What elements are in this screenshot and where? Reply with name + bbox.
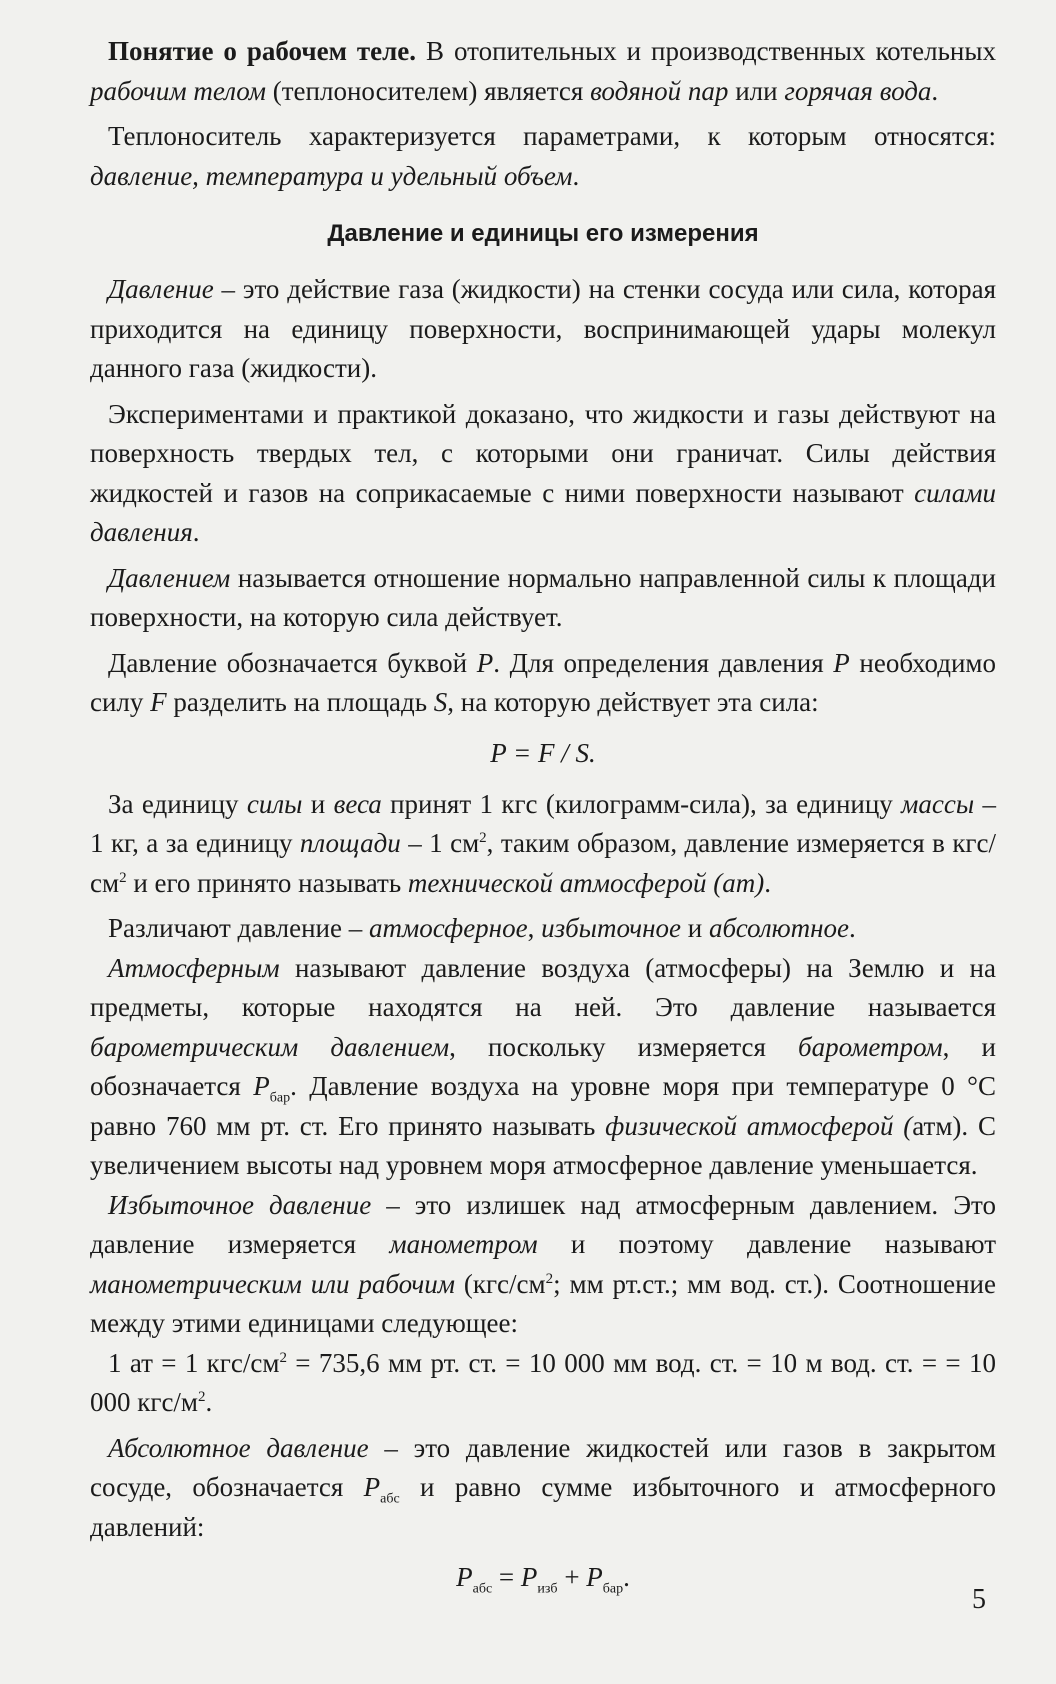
term: горячая вода [784, 75, 932, 106]
formula-absolute-pressure [90, 1555, 996, 1599]
subscript: абс [380, 1491, 400, 1507]
term: манометром [389, 1229, 538, 1259]
text: и его принято называть [126, 867, 408, 898]
term-working-body: Понятие о рабочем теле. [108, 36, 417, 66]
section-heading: Давление и единицы его измерения [327, 220, 759, 247]
symbol: Р [456, 1562, 473, 1592]
paragraph-experiments [90, 395, 996, 553]
text: или [728, 75, 785, 106]
operator: + [557, 1562, 587, 1592]
term: Атмосферным [108, 952, 280, 983]
text: , поскольку измеряется [449, 1031, 799, 1062]
term: абсолютное [708, 913, 850, 943]
symbol: Р [476, 647, 494, 678]
term: технической атмосферой (ат) [407, 867, 765, 898]
term: избыточное [541, 913, 682, 943]
text: ; мм рт.ст.; мм вод. ст.). Соотношение между этими единицами следующее: [90, 1268, 996, 1338]
text: называется отношение нормально направленной силы к площади поверхности, на которую сила действует. [90, 562, 996, 632]
text: атм). С увеличением высоты над уровнем моря атмосферное давление уменьшается. [90, 1110, 996, 1180]
symbol: Р [253, 1071, 270, 1101]
text: . [623, 1562, 630, 1592]
text: разделить на площадь [166, 687, 434, 717]
text: и [681, 913, 709, 943]
operator: = [492, 1562, 521, 1592]
text: . Для определения давления [493, 647, 834, 678]
term: силами давления [90, 477, 996, 547]
term: манометрическим или рабочим [90, 1268, 455, 1299]
subscript: абс [472, 1581, 493, 1597]
paragraph-atmospheric [90, 949, 996, 1186]
paragraph-parameters [90, 117, 996, 196]
symbol: Р [833, 647, 850, 678]
term: Избыточное давление [108, 1189, 372, 1220]
text: . Давление воздуха на уровне моря при температуре 0 °С равно 760 мм рт. ст. Его принято называть [90, 1071, 996, 1141]
text: – 1 см [400, 828, 480, 858]
term: площади [299, 828, 401, 858]
paragraph-unit-relations [90, 1344, 996, 1423]
text: принят 1 кгс (килограмм-сила), за единицу [381, 788, 902, 819]
symbol: Р [363, 1472, 381, 1502]
text: (кгс/см [454, 1268, 546, 1299]
text: 1 ат = 1 кгс/см [108, 1347, 280, 1378]
superscript: 2 [545, 1270, 554, 1287]
text: В отопительных и производственных котельных [416, 36, 996, 66]
superscript: 2 [119, 869, 127, 886]
text: Давление обозначается буквой [108, 647, 477, 678]
term: атмосферное [368, 913, 528, 943]
term: давление, температура и удельный объем [90, 160, 573, 191]
page-number: 5 [972, 1584, 986, 1615]
text: и поэтому давление называют [537, 1229, 996, 1259]
term: Давлением [108, 562, 231, 593]
text: . [849, 913, 856, 943]
term: водяной пар [590, 75, 729, 106]
text: . [192, 517, 200, 547]
term: барометром [798, 1031, 943, 1062]
paragraph-absolute [90, 1429, 996, 1548]
text: Различают давление – [108, 913, 369, 943]
text: Теплоноситель характеризуется параметрами, к которым относятся: [108, 121, 996, 151]
paragraph-units [90, 785, 996, 904]
symbol: S [433, 687, 448, 717]
text: Экспериментами и практикой доказано, что жидкости и газы действуют на поверхность твердых тел, с которыми они граничат. Силы действия жидкостей и газов на соприкасаемые с ними поверхности называют [90, 398, 996, 508]
text: = 735,6 мм рт. ст. = 10 000 мм вод. ст. = 10 м вод. ст. = = 10 000 кгс/м [90, 1347, 996, 1417]
text: – это излишек над атмосферным давлением. Это давление измеряется [90, 1189, 996, 1259]
paragraph-pressure-symbol [90, 644, 996, 723]
text: и [302, 788, 334, 819]
text: . [572, 160, 580, 191]
formula-pressure: P = F / S. [490, 737, 596, 768]
text: называют давление воздуха (атмосферы) на Землю и на предметы, которые находятся на ней. Это давление называется [90, 952, 996, 1022]
paragraph-pressure-types [90, 909, 996, 949]
text: , на которую действует эта сила: [447, 687, 819, 717]
subscript: изб [537, 1581, 558, 1597]
term: физической атмосферой ( [605, 1110, 913, 1141]
superscript: 2 [198, 1389, 206, 1405]
subscript: бар [269, 1090, 291, 1106]
text: За единицу [108, 788, 247, 819]
term: рабочим телом [90, 75, 267, 106]
paragraph-excess [90, 1186, 996, 1344]
text: . [205, 1387, 213, 1417]
term: Давление [108, 274, 214, 304]
text: . [764, 867, 771, 898]
term: Абсолютное давление [108, 1432, 369, 1463]
superscript: 2 [279, 1349, 287, 1366]
text: необходимо силу [90, 647, 996, 717]
text: , и обозначается [90, 1031, 996, 1101]
paragraph-pressure-ratio [90, 559, 996, 638]
symbol: Р [520, 1562, 538, 1592]
text: , [527, 913, 542, 943]
symbol: Р [586, 1562, 603, 1592]
text: и равно сумме избыточного и атмосферного давлений: [90, 1472, 996, 1542]
text: , таким образом, давление измеряется в кгс/см [90, 828, 996, 898]
term: барометрическим давлением [90, 1031, 450, 1062]
text: – это действие газа (жидкости) на стенки сосуда или сила, которая приходится на единицу поверхности, воспринимающей удары молекул данного газа (жидкости). [90, 274, 996, 383]
term: массы [901, 788, 975, 819]
symbol: F [150, 687, 167, 717]
text: (теплоносителем) является [266, 75, 591, 106]
text: – 1 кг, а за единицу [90, 788, 996, 858]
subscript: бар [602, 1581, 624, 1597]
paragraph-working-body [90, 32, 996, 111]
paragraph-pressure-definition [90, 270, 996, 389]
text: . [931, 75, 939, 106]
superscript: 2 [479, 830, 487, 846]
term: силы [246, 788, 303, 819]
term: веса [333, 788, 382, 819]
text: – это давление жидкостей или газов в закрытом сосуде, обозначается [90, 1432, 996, 1502]
